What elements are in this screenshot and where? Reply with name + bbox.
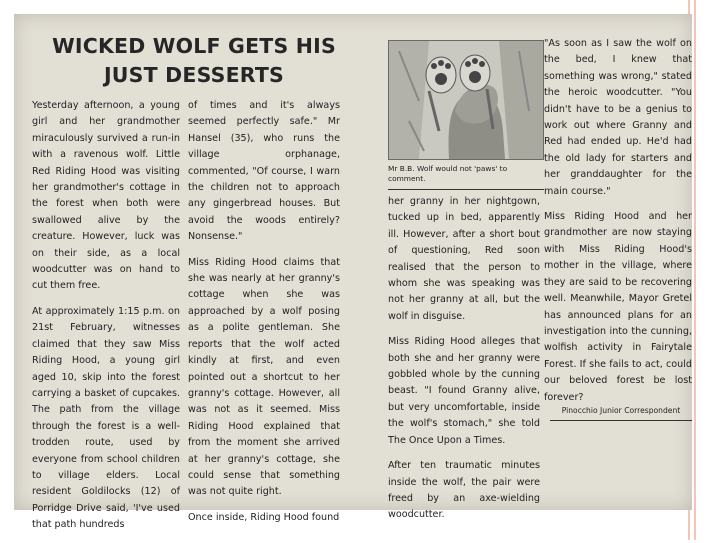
paragraph: Miss Riding Hood claims that she was nearly at her granny's cottage when she was approached by a wolf posing as a polite gentleman. She reports that the wolf acted kindly at first, and even pointed out a shortcut to her granny's cottage. However, all was not as it seemed. Miss Riding Hood explained that from the moment she arrived at her granny's cottage, she could sense that something was not quite right. — [188, 256, 340, 498]
newspaper-page — [14, 14, 692, 531]
headline-line-1: WICKED WOLF GETS HIS — [52, 34, 336, 58]
column-2 — [188, 98, 340, 535]
slide-edge-rule-right — [694, 0, 696, 540]
column-4 — [544, 36, 692, 415]
paragraph: After ten traumatic minutes inside the wolf, the pair were freed by an axe-wielding woodcutter. — [388, 460, 540, 521]
paragraph: Yesterday afternoon, a young girl and her grandmother miraculously survived a run-in with a ravenous wolf. Little Red Riding Hood was visiting her grandmother's cottage in the forest when both were swallowed alive by the creature. However, luck was on their side, as a local woodcutter was on hand to cut them free. — [32, 100, 180, 292]
headline-line-2: JUST DESSERTS — [103, 63, 284, 87]
photo-caption: Mr B.B. Wolf would not 'paws' to comment. — [388, 164, 544, 190]
column-1 — [32, 98, 180, 543]
paragraph: Once inside, Riding Hood found — [188, 511, 340, 523]
paragraph: At approximately 1:15 p.m. on 21st February, witnesses claimed that they saw Miss Riding Hood, a young girl aged 10, skip into the forest carrying a basket of cupcakes. The path from the village through the forest is a well-trodden route, used by everyone from school children to village elders. Local resident Goldilocks (12) of Porridge Drive said, 'I've used that path hundreds — [32, 305, 180, 531]
byline-signoff: Pinocchio Junior Correspondent — [550, 406, 692, 421]
paragraph: Miss Riding Hood alleges that both she and her granny were gobbled whole by the cunning beast. "I found Granny alive, but very uncomfortable, inside the wolf's stomach," she told The Once Upon a Times. — [388, 336, 540, 446]
headline — [34, 32, 354, 90]
paragraph: her granny in her nightgown, tucked up in bed, apparently ill. However, after a short bout of questioning, Red soon realised that the person to whom she was speaking was not her granny at all, but the wolf in disguise. — [388, 196, 540, 322]
paragraph: of times and it's always seemed perfectly safe." Mr Hansel (35), who runs the village orphanage, commented, "Of course, I warn the children not to approach any gingerbread houses. But avoid the woods entirely? Nonsense." — [188, 100, 340, 243]
paragraph: "As soon as I saw the wolf on the bed, I knew that something was wrong," stated the heroic woodcutter. "You didn't have to be a genius to work out where Granny and Red had ended up. He'd had the old lady for starters and her granddaughter for the main course." — [544, 38, 692, 197]
column-3 — [388, 194, 540, 533]
wolf-illustration — [388, 40, 544, 160]
paragraph: Miss Riding Hood and her grandmother are now staying with Miss Riding Hood's mother in the village, where they are said to be recovering well. Meanwhile, Mayor Gretel has announced plans for an investigation into the cunning, wolfish activity in Fairytale Forest. If she fails to act, could our beloved forest be lost forever? — [544, 211, 692, 403]
